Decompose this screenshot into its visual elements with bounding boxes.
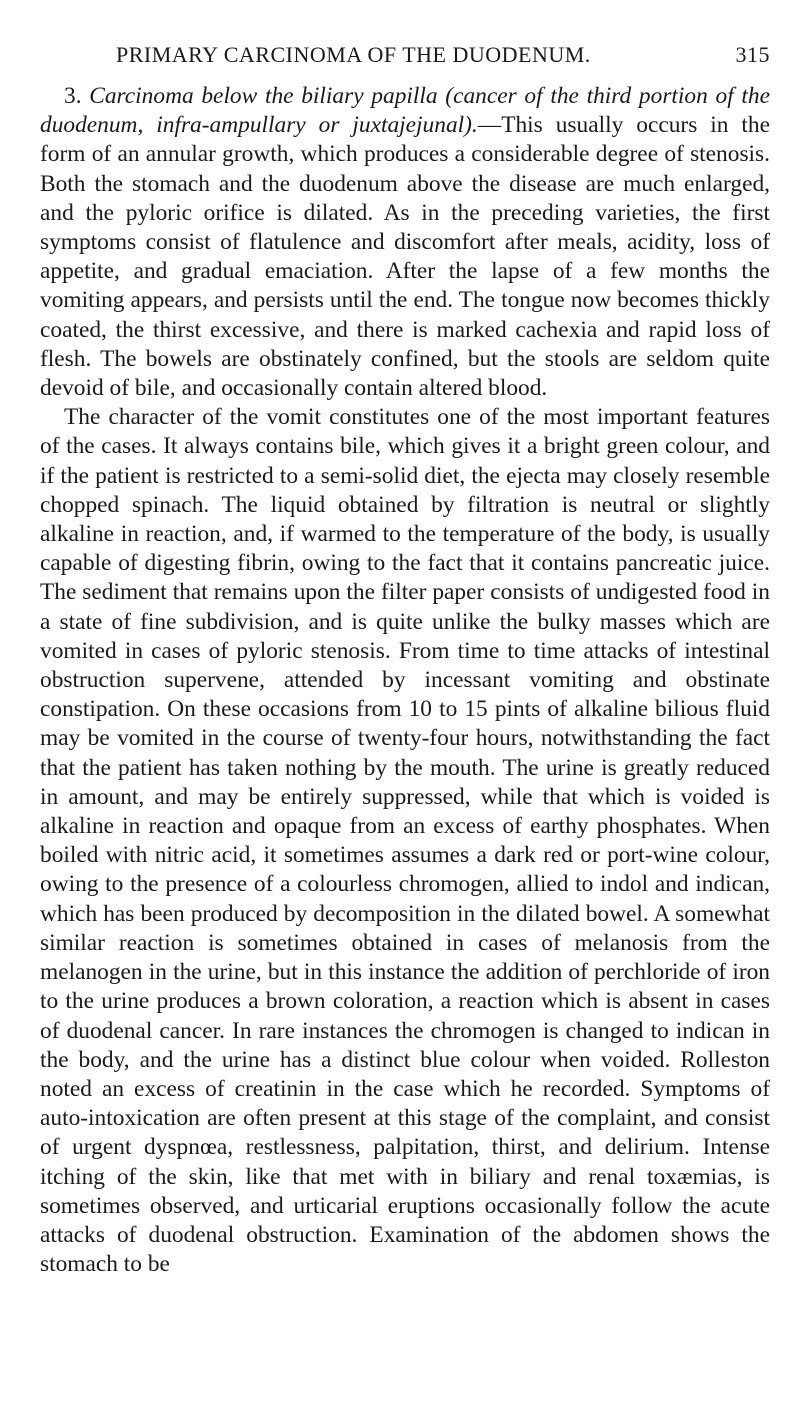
- body-text: [40, 82, 770, 1279]
- section-title: Carcinoma below the biliary papilla (cancer of the third portion of the duodenum, infra-ampullary or juxtajejunal).: [40, 83, 770, 139]
- page-number: 315: [735, 42, 770, 67]
- paragraph-2: The character of the vomit constitutes one of the most important features of the cases. It always contains bile, which gives it a bright green colour, and if the patient is restricted to a semi-solid diet, the ejecta may closely resemble chopped spinach. The liquid obtained by filtration is neutral or slightly alkaline in reaction, and, if warmed to the temperature of the body, is usually capable of digesting fibrin, owing to the fact that it contains pancreatic juice. The sediment that remains upon the filter paper consists of undigested food in a state of fine subdivision, and is quite unlike the bulky masses which are vomited in cases of pyloric stenosis. From time to time attacks of intestinal obstruction supervene, attended by incessant vomiting and obstinate constipation. On these occasions from 10 to 15 pints of alkaline bilious fluid may be vomited in the course of twenty-four hours, notwithstanding the fact that the patient has taken nothing by the mouth. The urine is greatly reduced in amount, and may be entirely suppressed, while that which is voided is alkaline in reaction and opaque from an excess of earthy phosphates. When boiled with nitric acid, it sometimes assumes a dark red or port-wine colour, owing to the presence of a colourless chromogen, allied to indol and indican, which has been produced by decomposition in the dilated bowel. A somewhat similar reaction is sometimes obtained in cases of melanosis from the melanogen in the urine, but in this instance the addition of perchloride of iron to the urine produces a brown coloration, a reaction which is absent in cases of duodenal cancer. In rare instances the chromogen is changed to indican in the body, and the urine has a distinct blue colour when voided. Rolleston noted an excess of creatinin in the case which he recorded. Symptoms of auto-intoxication are often present at this stage of the complaint, and consist of urgent dyspnœa, restlessness, palpitation, thirst, and delirium. Intense itching of the skin, like that met with in biliary and renal toxæmias, is sometimes observed, and urticarial eruptions occasionally follow the acute attacks of duodenal obstruction. Examination of the abdomen shows the stomach to be: [40, 404, 770, 1278]
- book-page: [40, 42, 770, 1279]
- page-header: [40, 42, 770, 82]
- section-number: 3.: [64, 83, 82, 109]
- running-head: PRIMARY CARCINOMA OF THE DUODENUM.: [116, 42, 591, 67]
- paragraph-section-3: [40, 82, 770, 403]
- paragraph-1-text: —This usually occurs in the form of an annular growth, which produces a considerable degree of stenosis. Both the stomach and the duodenum above the disease are much enlarged, and the pyloric orifice is dilated. As in the preceding varieties, the first symptoms consist of flatulence and discomfort after meals, acidity, loss of appetite, and gradual emaciation. After the lapse of a few months the vomiting appears, and persists until the end. The tongue now becomes thickly coated, the thirst excessive, and there is marked cachexia and rapid loss of flesh. The bowels are obstinately confined, but the stools are seldom quite devoid of bile, and occasionally contain altered blood.: [40, 112, 771, 402]
